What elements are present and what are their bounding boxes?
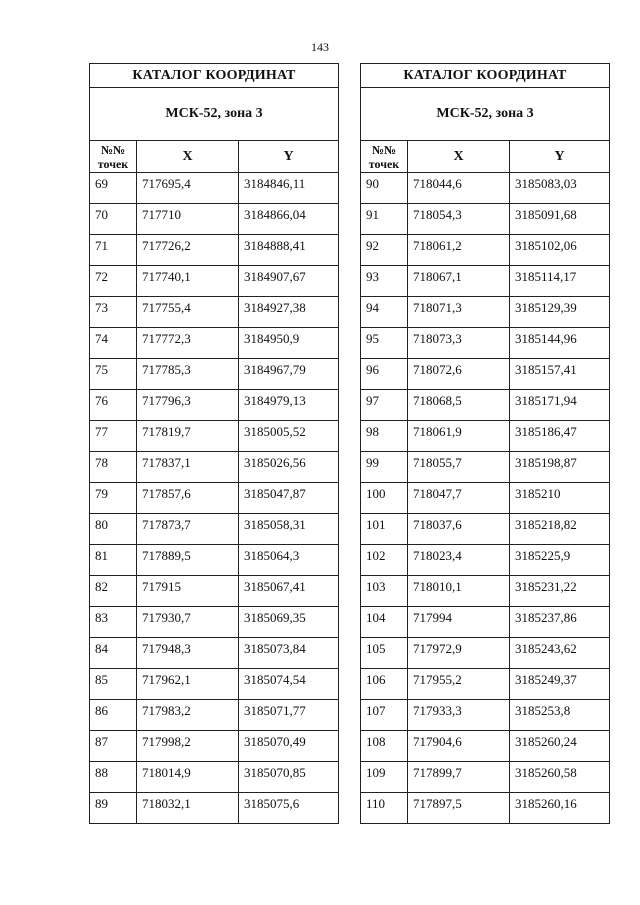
table-row: [361, 545, 610, 576]
catalog-subtitle: МСК-52, зона 3: [361, 88, 610, 141]
point-number-cell: 77: [90, 421, 137, 452]
x-coordinate-cell: 717889,5: [137, 545, 239, 576]
table-row: [361, 607, 610, 638]
y-coordinate-cell: 3184866,04: [239, 204, 339, 235]
table-row: [90, 669, 339, 700]
x-coordinate-cell: 717955,2: [408, 669, 510, 700]
x-coordinate-cell: 717899,7: [408, 762, 510, 793]
column-header-x: X: [137, 141, 239, 173]
point-number-cell: 82: [90, 576, 137, 607]
x-coordinate-cell: 717897,5: [408, 793, 510, 824]
table-row: [361, 235, 610, 266]
x-coordinate-cell: 718023,4: [408, 545, 510, 576]
point-number-cell: 109: [361, 762, 408, 793]
table-row: [361, 359, 610, 390]
point-number-cell: 69: [90, 173, 137, 204]
point-number-cell: 92: [361, 235, 408, 266]
point-number-cell: 102: [361, 545, 408, 576]
table-row: [90, 452, 339, 483]
table-row: [90, 266, 339, 297]
x-coordinate-cell: 718055,7: [408, 452, 510, 483]
y-coordinate-cell: 3184927,38: [239, 297, 339, 328]
table-row: [361, 514, 610, 545]
y-coordinate-cell: 3184950,9: [239, 328, 339, 359]
point-number-cell: 94: [361, 297, 408, 328]
y-coordinate-cell: 3185186,47: [510, 421, 610, 452]
x-coordinate-cell: 718061,2: [408, 235, 510, 266]
table-row: [90, 731, 339, 762]
table-row: [361, 452, 610, 483]
x-coordinate-cell: 717710: [137, 204, 239, 235]
table-row: [361, 328, 610, 359]
column-header-point-number: №№ точек: [90, 141, 137, 173]
table-row: [90, 390, 339, 421]
table-row: [90, 483, 339, 514]
x-coordinate-cell: 718071,3: [408, 297, 510, 328]
y-coordinate-cell: 3185171,94: [510, 390, 610, 421]
table-row: [90, 545, 339, 576]
page-number: 143: [311, 40, 329, 54]
table-row: [361, 576, 610, 607]
y-coordinate-cell: 3185091,68: [510, 204, 610, 235]
x-coordinate-cell: 718032,1: [137, 793, 239, 824]
table-row: [90, 421, 339, 452]
y-coordinate-cell: 3185210: [510, 483, 610, 514]
x-coordinate-cell: 717930,7: [137, 607, 239, 638]
y-coordinate-cell: 3185249,37: [510, 669, 610, 700]
table-row: [361, 700, 610, 731]
y-coordinate-cell: 3185129,39: [510, 297, 610, 328]
catalog-subtitle: МСК-52, зона 3: [90, 88, 339, 141]
x-coordinate-cell: 718067,1: [408, 266, 510, 297]
table-row: [90, 359, 339, 390]
point-number-cell: 108: [361, 731, 408, 762]
table-row: [90, 173, 339, 204]
y-coordinate-cell: 3185260,58: [510, 762, 610, 793]
y-coordinate-cell: 3185026,56: [239, 452, 339, 483]
table-row: [90, 328, 339, 359]
y-coordinate-cell: 3185218,82: [510, 514, 610, 545]
point-number-cell: 110: [361, 793, 408, 824]
x-coordinate-cell: 717904,6: [408, 731, 510, 762]
column-header-x: X: [408, 141, 510, 173]
x-coordinate-cell: 717796,3: [137, 390, 239, 421]
x-coordinate-cell: 717962,1: [137, 669, 239, 700]
point-number-cell: 103: [361, 576, 408, 607]
point-number-cell: 74: [90, 328, 137, 359]
table-row: [90, 514, 339, 545]
table-row: [361, 390, 610, 421]
point-number-cell: 106: [361, 669, 408, 700]
y-coordinate-cell: 3185005,52: [239, 421, 339, 452]
x-coordinate-cell: 717695,4: [137, 173, 239, 204]
x-coordinate-cell: 718037,6: [408, 514, 510, 545]
y-coordinate-cell: 3185102,06: [510, 235, 610, 266]
x-coordinate-cell: 717785,3: [137, 359, 239, 390]
point-number-cell: 70: [90, 204, 137, 235]
point-number-cell: 85: [90, 669, 137, 700]
y-coordinate-cell: 3185074,54: [239, 669, 339, 700]
table-row: [361, 266, 610, 297]
point-number-cell: 87: [90, 731, 137, 762]
coordinate-catalog-right: [360, 63, 610, 824]
table-row: [90, 235, 339, 266]
y-coordinate-cell: 3185157,41: [510, 359, 610, 390]
y-coordinate-cell: 3185070,85: [239, 762, 339, 793]
table-row: [361, 793, 610, 824]
x-coordinate-cell: 718054,3: [408, 204, 510, 235]
point-number-cell: 91: [361, 204, 408, 235]
point-number-cell: 90: [361, 173, 408, 204]
point-number-cell: 98: [361, 421, 408, 452]
x-coordinate-cell: 717819,7: [137, 421, 239, 452]
point-number-cell: 75: [90, 359, 137, 390]
table-row: [90, 762, 339, 793]
x-coordinate-cell: 718061,9: [408, 421, 510, 452]
table-row: [90, 638, 339, 669]
table-row: [361, 731, 610, 762]
y-coordinate-cell: 3185237,86: [510, 607, 610, 638]
table-row: [90, 700, 339, 731]
x-coordinate-cell: 718072,6: [408, 359, 510, 390]
y-coordinate-cell: 3184846,11: [239, 173, 339, 204]
column-header-y: Y: [510, 141, 610, 173]
point-number-cell: 105: [361, 638, 408, 669]
y-coordinate-cell: 3185073,84: [239, 638, 339, 669]
y-coordinate-cell: 3185070,49: [239, 731, 339, 762]
table-row: [361, 297, 610, 328]
catalog-title: КАТАЛОГ КООРДИНАТ: [361, 64, 610, 88]
x-coordinate-cell: 718047,7: [408, 483, 510, 514]
coordinate-catalog-left: [89, 63, 339, 824]
x-coordinate-cell: 717948,3: [137, 638, 239, 669]
x-coordinate-cell: 717772,3: [137, 328, 239, 359]
x-coordinate-cell: 718010,1: [408, 576, 510, 607]
y-coordinate-cell: 3184888,41: [239, 235, 339, 266]
x-coordinate-cell: 718068,5: [408, 390, 510, 421]
x-coordinate-cell: 717972,9: [408, 638, 510, 669]
table-row: [90, 793, 339, 824]
y-coordinate-cell: 3184979,13: [239, 390, 339, 421]
x-coordinate-cell: 717933,3: [408, 700, 510, 731]
point-number-cell: 79: [90, 483, 137, 514]
point-number-cell: 97: [361, 390, 408, 421]
y-coordinate-cell: 3185083,03: [510, 173, 610, 204]
x-coordinate-cell: 717983,2: [137, 700, 239, 731]
y-coordinate-cell: 3185225,9: [510, 545, 610, 576]
point-number-cell: 95: [361, 328, 408, 359]
point-number-cell: 100: [361, 483, 408, 514]
y-coordinate-cell: 3184907,67: [239, 266, 339, 297]
point-number-cell: 88: [90, 762, 137, 793]
table-row: [361, 762, 610, 793]
point-number-cell: 99: [361, 452, 408, 483]
point-number-cell: 104: [361, 607, 408, 638]
y-coordinate-cell: 3185071,77: [239, 700, 339, 731]
point-number-cell: 73: [90, 297, 137, 328]
table-row: [90, 576, 339, 607]
table-row: [361, 421, 610, 452]
table-row: [90, 607, 339, 638]
y-coordinate-cell: 3185058,31: [239, 514, 339, 545]
x-coordinate-cell: 718073,3: [408, 328, 510, 359]
table-row: [361, 173, 610, 204]
table-row: [90, 204, 339, 235]
x-coordinate-cell: 717726,2: [137, 235, 239, 266]
y-coordinate-cell: 3185144,96: [510, 328, 610, 359]
x-coordinate-cell: 717998,2: [137, 731, 239, 762]
table-row: [90, 297, 339, 328]
y-coordinate-cell: 3185260,16: [510, 793, 610, 824]
point-number-cell: 78: [90, 452, 137, 483]
point-number-cell: 101: [361, 514, 408, 545]
catalog-title: КАТАЛОГ КООРДИНАТ: [90, 64, 339, 88]
y-coordinate-cell: 3185075,6: [239, 793, 339, 824]
table-row: [361, 638, 610, 669]
point-number-cell: 107: [361, 700, 408, 731]
y-coordinate-cell: 3185243,62: [510, 638, 610, 669]
x-coordinate-cell: 717837,1: [137, 452, 239, 483]
table-row: [361, 669, 610, 700]
y-coordinate-cell: 3185047,87: [239, 483, 339, 514]
y-coordinate-cell: 3185231,22: [510, 576, 610, 607]
y-coordinate-cell: 3185198,87: [510, 452, 610, 483]
point-number-cell: 83: [90, 607, 137, 638]
column-header-y: Y: [239, 141, 339, 173]
x-coordinate-cell: 718044,6: [408, 173, 510, 204]
y-coordinate-cell: 3185260,24: [510, 731, 610, 762]
point-number-cell: 80: [90, 514, 137, 545]
x-coordinate-cell: 718014,9: [137, 762, 239, 793]
point-number-cell: 86: [90, 700, 137, 731]
table-row: [361, 483, 610, 514]
y-coordinate-cell: 3185253,8: [510, 700, 610, 731]
x-coordinate-cell: 717740,1: [137, 266, 239, 297]
table-row: [361, 204, 610, 235]
point-number-cell: 93: [361, 266, 408, 297]
x-coordinate-cell: 717873,7: [137, 514, 239, 545]
point-number-cell: 76: [90, 390, 137, 421]
point-number-cell: 89: [90, 793, 137, 824]
column-header-point-number: №№ точек: [361, 141, 408, 173]
x-coordinate-cell: 717857,6: [137, 483, 239, 514]
y-coordinate-cell: 3185064,3: [239, 545, 339, 576]
point-number-cell: 71: [90, 235, 137, 266]
x-coordinate-cell: 717994: [408, 607, 510, 638]
y-coordinate-cell: 3184967,79: [239, 359, 339, 390]
y-coordinate-cell: 3185067,41: [239, 576, 339, 607]
point-number-cell: 81: [90, 545, 137, 576]
x-coordinate-cell: 717915: [137, 576, 239, 607]
x-coordinate-cell: 717755,4: [137, 297, 239, 328]
point-number-cell: 72: [90, 266, 137, 297]
point-number-cell: 84: [90, 638, 137, 669]
y-coordinate-cell: 3185069,35: [239, 607, 339, 638]
point-number-cell: 96: [361, 359, 408, 390]
y-coordinate-cell: 3185114,17: [510, 266, 610, 297]
